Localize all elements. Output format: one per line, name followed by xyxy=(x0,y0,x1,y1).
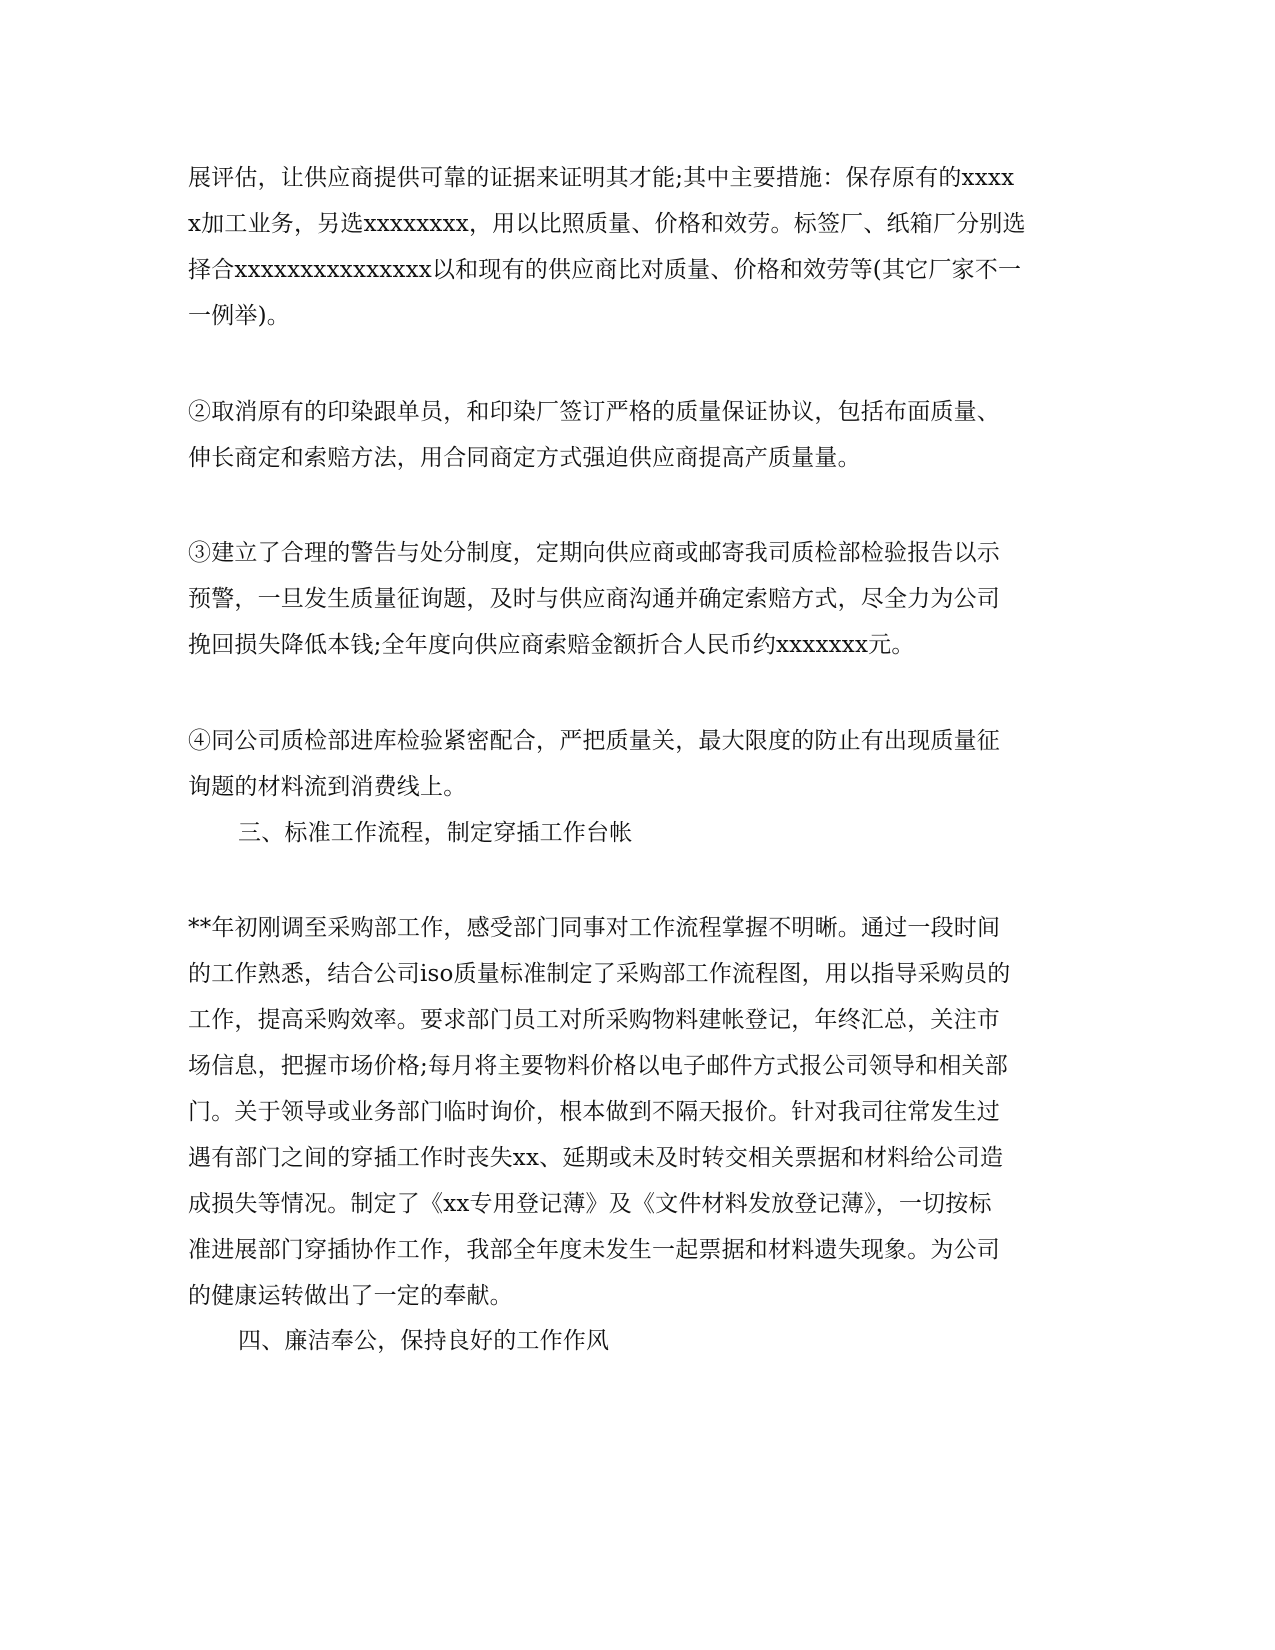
paragraph-1-line-3: 择合xxxxxxxxxxxxxxx以和现有的供应商比对质量、价格和效劳等(其它厂家不一 xyxy=(188,257,1022,283)
paragraph-1-line-1: 展评估，让供应商提供可靠的证据来证明其才能;其中主要措施：保存原有的xxxx xyxy=(188,165,1015,191)
paragraph-5-line-8: 准进展部门穿插协作工作，我部全年度未发生一起票据和材料遗失现象。为公司 xyxy=(188,1237,1000,1263)
paragraph-5-line-9: 的健康运转做出了一定的奉献。 xyxy=(188,1283,513,1309)
item-3-line-1: ③建立了合理的警告与处分制度，定期向供应商或邮寄我司质检部检验报告以示 xyxy=(188,540,1000,566)
paragraph-5-line-1: **年初刚调至采购部工作，感受部门同事对工作流程掌握不明晰。通过一段时间 xyxy=(188,915,1001,941)
paragraph-1-line-4: 一例举)。 xyxy=(188,303,290,329)
paragraph-5-line-2: 的工作熟悉，结合公司iso质量标准制定了采购部工作流程图，用以指导采购员的 xyxy=(188,961,1011,987)
item-3-line-3: 挽回损失降低本钱;全年度向供应商索赔金额折合人民币约xxxxxxx元。 xyxy=(188,632,915,658)
paragraph-5-line-7: 成损失等情况。制定了《xx专用登记薄》及《文件材料发放登记薄》，一切按标 xyxy=(188,1191,992,1217)
section-heading-3: 三、标准工作流程，制定穿插工作台帐 xyxy=(238,820,633,846)
paragraph-5-line-4: 场信息，把握市场价格;每月将主要物料价格以电子邮件方式报公司领导和相关部 xyxy=(188,1053,1008,1079)
item-4-line-1: ④同公司质检部进库检验紧密配合，严把质量关，最大限度的防止有出现质量征 xyxy=(188,728,1000,754)
paragraph-5-line-3: 工作，提高采购效率。要求部门员工对所采购物料建帐登记，年终汇总，关注市 xyxy=(188,1007,1000,1033)
paragraph-5-line-5: 门。关于领导或业务部门临时询价，根本做到不隔天报价。针对我司往常发生过 xyxy=(188,1099,1000,1125)
item-2-line-1: ②取消原有的印染跟单员，和印染厂签订严格的质量保证协议，包括布面质量、 xyxy=(188,399,1000,425)
paragraph-1-line-2: x加工业务，另选xxxxxxxx，用以比照质量、价格和效劳。标签厂、纸箱厂分别选 xyxy=(188,211,1026,237)
paragraph-5-line-6: 遇有部门之间的穿插工作时丧失xx、延期或未及时转交相关票据和材料给公司造 xyxy=(188,1145,1004,1171)
item-2-line-2: 伸长商定和索赔方法，用合同商定方式强迫供应商提高产质量量。 xyxy=(188,445,861,471)
item-3-line-2: 预警，一旦发生质量征询题，及时与供应商沟通并确定索赔方式，尽全力为公司 xyxy=(188,586,1000,612)
section-heading-4: 四、廉洁奉公，保持良好的工作作风 xyxy=(238,1328,610,1354)
item-4-line-2: 询题的材料流到消费线上。 xyxy=(188,774,467,800)
